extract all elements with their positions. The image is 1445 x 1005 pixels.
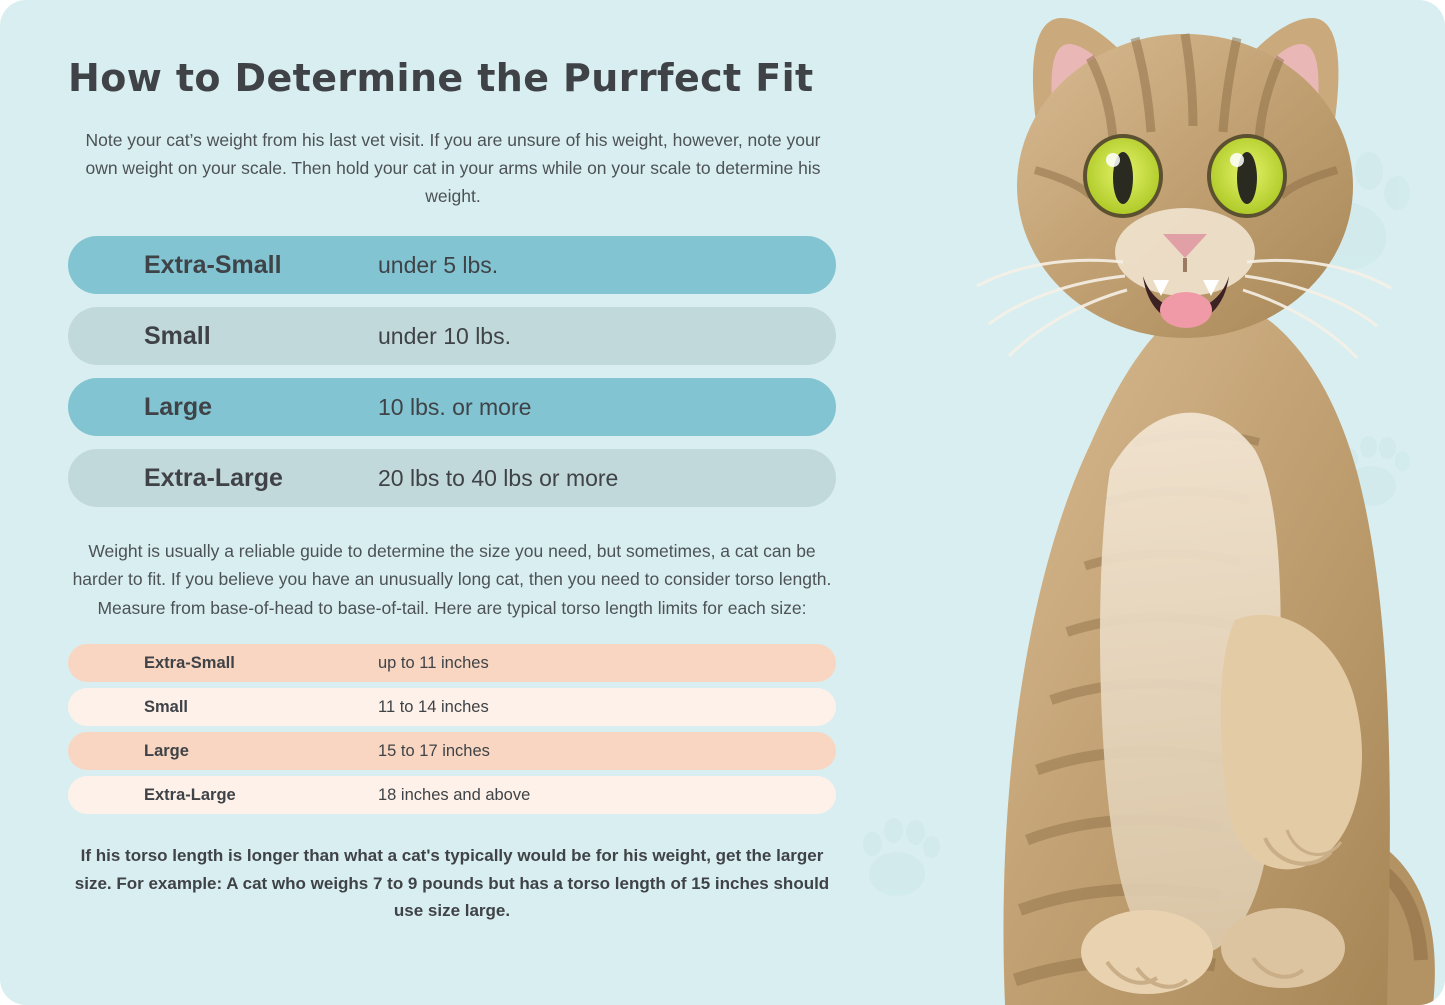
size-label: Large xyxy=(144,392,213,421)
table-row xyxy=(68,732,836,770)
table-row xyxy=(68,236,836,294)
size-value: under 10 lbs. xyxy=(378,322,511,349)
weight-size-table xyxy=(68,236,836,507)
size-value: 20 lbs to 40 lbs or more xyxy=(378,464,619,491)
size-label: Large xyxy=(144,741,189,760)
size-value: 15 to 17 inches xyxy=(378,741,490,760)
size-value: 11 to 14 inches xyxy=(378,697,489,716)
table-row xyxy=(68,449,836,507)
size-label: Extra-Large xyxy=(144,785,236,804)
page-title: How to Determine the Purrfect Fit xyxy=(68,56,814,100)
size-value: up to 11 inches xyxy=(378,653,489,672)
size-label: Extra-Large xyxy=(144,463,283,492)
size-label: Small xyxy=(144,697,189,716)
size-label: Extra-Small xyxy=(144,653,235,672)
size-label: Extra-Small xyxy=(144,250,282,279)
size-value: 10 lbs. or more xyxy=(378,393,532,420)
table-row xyxy=(68,378,836,436)
table-row xyxy=(68,776,836,814)
footnote-paragraph: If his torso length is longer than what a cat's typically would be for his weight, get the larger size. For example: A cat who weighs 7 to 9 pounds but has a torso length of 15 inches should use size large. xyxy=(74,846,830,921)
table-row xyxy=(68,644,836,682)
torso-length-table xyxy=(68,644,836,814)
torso-explanation-paragraph: Weight is usually a reliable guide to determine the size you need, but sometimes, a cat can be harder to fit. If you believe you have an unusually long cat, then you need to consider torso length. Measure from base-of-head to base-of-tail. Here are typical torso length limits for each size: xyxy=(72,541,832,618)
tabby-cat-photo xyxy=(885,0,1445,1005)
table-row xyxy=(68,688,836,726)
size-value: 18 inches and above xyxy=(378,785,531,804)
table-row xyxy=(68,307,836,365)
intro-paragraph: Note your cat’s weight from his last vet visit. If you are unsure of his weight, however, note your own weight on your scale. Then hold your cat in your arms while on your scale to determine his weight. xyxy=(85,130,821,206)
size-value: under 5 lbs. xyxy=(378,251,499,278)
size-label: Small xyxy=(144,321,211,350)
